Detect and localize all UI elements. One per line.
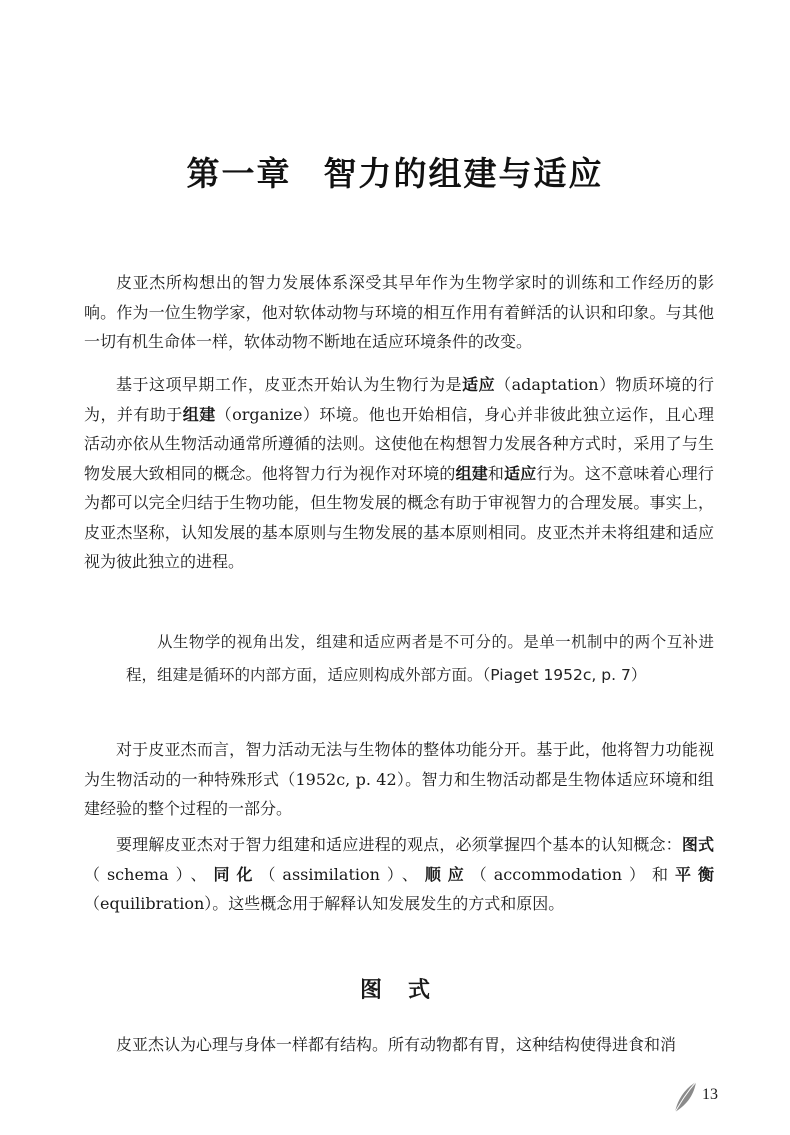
term-organize: 组建 (182, 404, 216, 424)
paragraph-5: 皮亚杰认为心理与身体一样都有结构。所有动物都有胃，这种结构使得进食和消 (116, 1035, 677, 1054)
term-assimilation: 同化 (213, 864, 260, 884)
page-folio (672, 1080, 732, 1114)
block-quote: 从生物学的视角出发，组建和适应两者是不可分的。是单一机制中的两个互补进程，组建是循环的内部方面，适应则构成外部方面。（Piaget 1952c, p. 7） (126, 633, 714, 684)
term-adaptation: 适应 (462, 375, 496, 394)
chapter-number: 第一章 (186, 154, 292, 193)
term-schema: 图式 (681, 835, 714, 854)
paragraph-1: 皮亚杰所构想出的智力发展体系深受其早年作为生物学家时的训练和工作经历的影响。作为一位生物学家，他对软体动物与环境的相互作用有着鲜活的认识和印象。与其他一切有机生命体一样，软体动物不断地在适应环境条件的改变。 (84, 273, 714, 351)
leaf-icon (672, 1080, 698, 1114)
chapter-title (0, 148, 790, 195)
paragraph-3: 对于皮亚杰而言，智力活动无法与生物体的整体功能分开。基于此，他将智力功能视为生物活动的一种特殊形式（1952c, p. 42）。智力和生物活动都是生物体适应环境和组建经验的整个过程的一部分。 (84, 740, 714, 818)
paragraph-4: 要理解皮亚杰对于智力组建和适应进程的观点，必须掌握四个基本的认知概念：图式（schema）、同化（assimilation）、顺应（accommodation）和平衡（equilibration）。这些概念用于解释认知发展发生的方式和原因。 (84, 835, 714, 913)
section-title: 图式 (359, 978, 456, 1003)
term-accommodation: 顺应 (424, 864, 471, 884)
page-number: 13 (702, 1086, 718, 1103)
term-equilibration: 平衡 (674, 864, 714, 884)
chapter-name: 智力的组建与适应 (323, 154, 604, 193)
paragraph-2: 基于这项早期工作，皮亚杰开始认为生物行为是适应（adaptation）物质环境的行为，并有助于组建（organize）环境。他也开始相信，身心并非彼此独立运作，且心理活动亦依从生物活动通常所遵循的法则。这使他在构想智力发展各种方式时，采用了与生物发展大致相同的概念。他将智力行为视作对环境的组建和适应行为。这不意味着心理行为都可以完全归结于生物功能，但生物发展的概念有助于审视智力的合理发展。事实上，皮亚杰坚称，认知发展的基本原则与生物发展的基本原则相同。皮亚杰并未将组建和适应视为彼此独立的进程。 (84, 375, 714, 571)
